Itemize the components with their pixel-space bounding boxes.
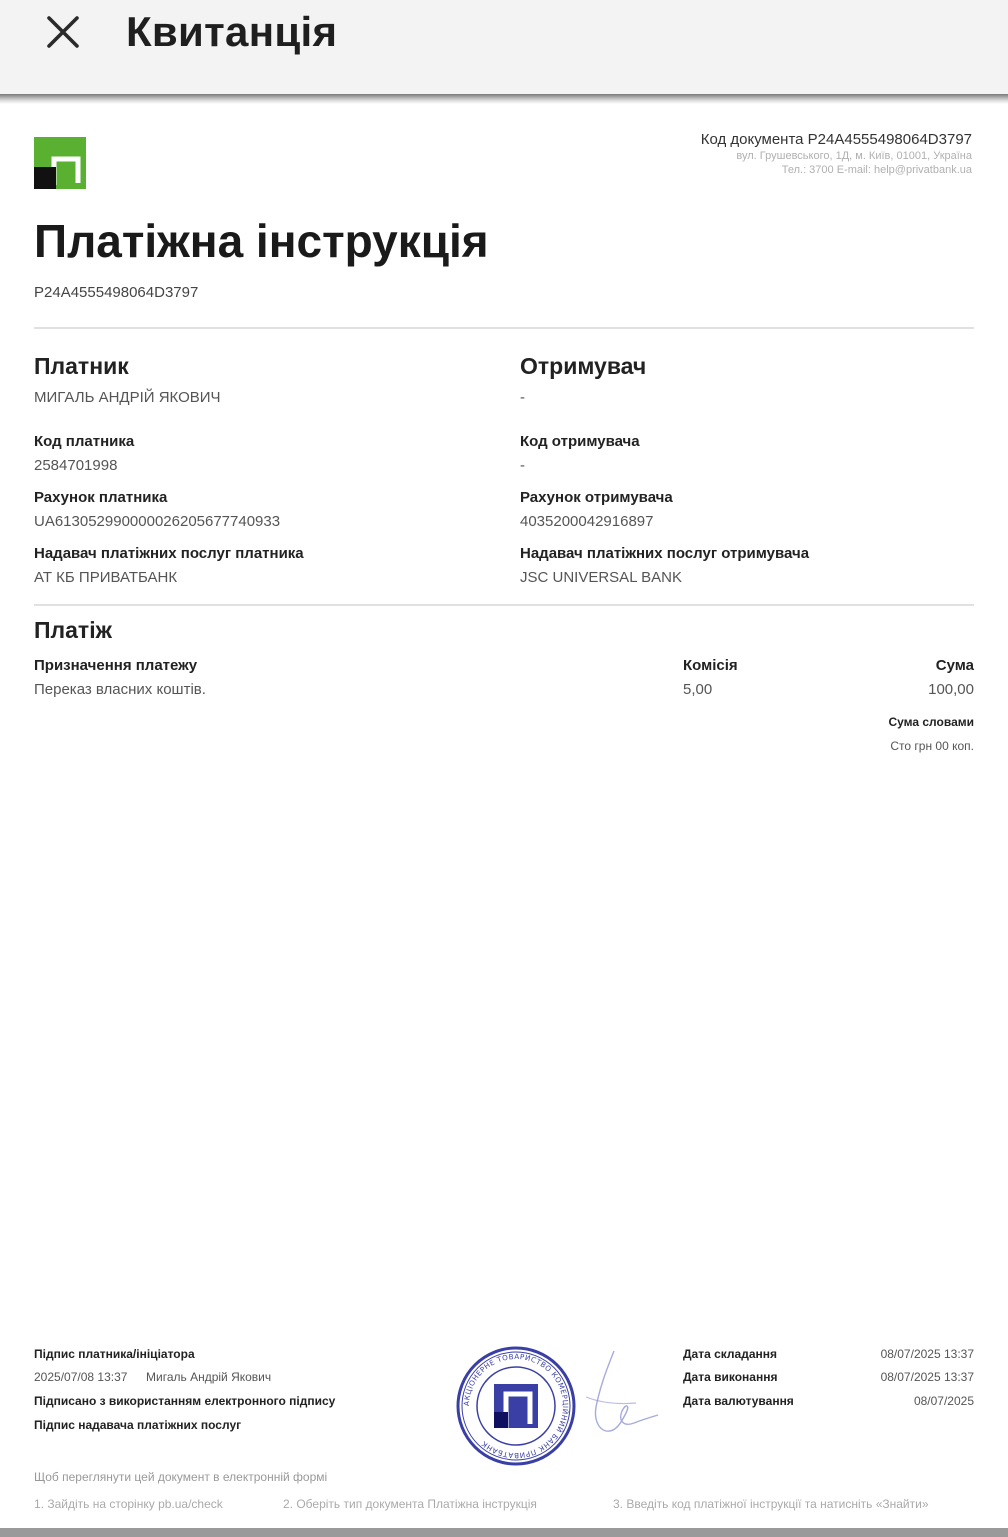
recipient-code: - (520, 457, 525, 474)
payer-sign-name: Мигаль Андрій Якович (146, 1370, 272, 1384)
payer-code: 2584701998 (34, 457, 118, 474)
sum-words-value: Сто грн 00 коп. (890, 739, 974, 753)
divider (34, 604, 974, 606)
recipient-account: 4035200042916897 (520, 513, 654, 530)
payer-sign-datetime: 2025/07/08 13:37 (34, 1370, 128, 1384)
payment-title: Платіж (34, 617, 112, 643)
provider-sign-label: Підпис надавача платіжних послуг (34, 1418, 242, 1432)
bank-stamp-icon (454, 1344, 578, 1468)
payer-account-label: Рахунок платника (34, 489, 168, 506)
check-hint-title: Щоб переглянути цей документ в електронній формі (34, 1470, 328, 1484)
purpose-label: Призначення платежу (34, 657, 198, 674)
payer-provider: АТ КБ ПРИВАТБАНК (34, 569, 178, 586)
document-number: P24A4555498064D3797 (34, 284, 199, 301)
check-hint-step-1: 1. Зайдіть на сторінку pb.ua/check (34, 1497, 223, 1511)
executed-date-label: Дата виконання (683, 1370, 778, 1384)
recipient-title: Отримувач (520, 353, 647, 379)
recipient-account-label: Рахунок отримувача (520, 489, 673, 506)
recipient-code-label: Код отримувача (520, 433, 640, 450)
close-button[interactable] (36, 8, 90, 56)
recipient-name: - (520, 389, 525, 406)
app-bar-shadow (0, 94, 1008, 104)
purpose-value: Переказ власних коштів. (34, 681, 206, 698)
check-hint-step-2: 2. Оберіть тип документа Платіжна інструкція (283, 1497, 537, 1511)
executed-date: 08/07/2025 13:37 (880, 1370, 974, 1384)
commission-value: 5,00 (683, 681, 713, 698)
payer-code-label: Код платника (34, 433, 135, 450)
payer-title: Платник (34, 353, 129, 379)
commission-label: Комісія (683, 657, 738, 674)
stamp-text: АКЦІОНЕРНЕ ТОВАРИСТВО КОМЕРЦІЙНИЙ БАНК ПРИВАТБАНК (461, 1351, 571, 1461)
created-date-label: Дата складання (683, 1347, 778, 1361)
recipient-provider: JSC UNIVERSAL BANK (520, 569, 682, 586)
recipient-provider-label: Надавач платіжних послуг отримувача (520, 545, 810, 562)
value-date-label: Дата валютування (683, 1394, 794, 1408)
close-icon[interactable] (46, 15, 80, 49)
sum-words-label: Сума словами (888, 715, 974, 729)
sum-value: 100,00 (928, 681, 974, 698)
divider (34, 327, 974, 329)
bank-address: вул. Грушевського, 1Д, м. Київ, 01001, Україна (736, 150, 972, 162)
privatbank-logo-icon (34, 137, 86, 189)
payer-provider-label: Надавач платіжних послуг платника (34, 545, 304, 562)
receipt-document (0, 104, 1008, 1528)
payer-account: UA613052990000026205677740933 (34, 513, 281, 530)
document-header-info (701, 131, 972, 176)
document-title: Платіжна інструкція (34, 215, 489, 267)
document-code: Код документа P24A4555498064D3797 (700, 131, 972, 148)
payer-sign-label: Підпис платника/ініціатора (34, 1347, 195, 1361)
check-hint-step-3: 3. Введіть код платіжної інструкції та натисніть «Знайти» (613, 1497, 929, 1511)
bank-contacts: Тел.: 3700 E-mail: help@privatbank.ua (781, 164, 972, 176)
esign-note: Підписано з використанням електронного підпису (34, 1394, 336, 1408)
sum-label: Сума (935, 657, 974, 674)
handwritten-signature-icon (566, 1347, 662, 1447)
bottom-edge (0, 1528, 1008, 1537)
value-date: 08/07/2025 (913, 1394, 974, 1408)
page-title: Квитанція (126, 8, 338, 55)
app-bar (0, 0, 1008, 96)
created-date: 08/07/2025 13:37 (880, 1347, 974, 1361)
payer-name: МИГАЛЬ АНДРІЙ ЯКОВИЧ (34, 389, 221, 406)
